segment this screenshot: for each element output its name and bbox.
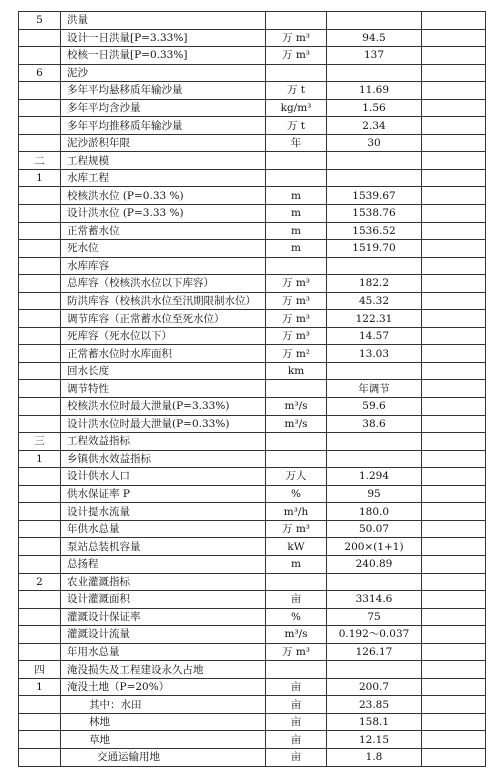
remarks-cell [422,433,486,451]
item-name-cell: 多年平均悬移质年输沙量 [61,82,266,100]
remarks-cell [422,117,486,135]
item-name-cell: 正常蓄水位时水库面积 [61,345,266,363]
value-cell: 95 [327,485,422,503]
remarks-cell [422,47,486,65]
unit-cell [266,573,327,591]
item-name-cell: 灌溉设计流量 [61,626,266,644]
remarks-cell [422,485,486,503]
table-row [19,82,486,100]
remarks-cell [422,222,486,240]
row-number-cell: 6 [19,64,61,82]
value-cell: 年调节 [327,380,422,398]
table-row [19,169,486,187]
row-number-cell [19,626,61,644]
item-name-cell: 水库工程 [61,169,266,187]
remarks-cell [422,573,486,591]
remarks-cell [422,82,486,100]
value-cell [327,433,422,451]
table-row [19,538,486,556]
unit-cell: 万 m³ [266,310,327,328]
table-row [19,362,486,380]
row-number-cell [19,520,61,538]
table-row [19,398,486,416]
value-cell [327,257,422,275]
row-number-cell [19,555,61,573]
item-name-cell: 其中：水田 [61,696,266,714]
unit-cell: m³/h [266,503,327,521]
table-row [19,591,486,609]
unit-cell: 万 m² [266,345,327,363]
table-row [19,47,486,65]
item-name-cell: 水库库容 [61,257,266,275]
remarks-cell [422,205,486,223]
value-cell: 200.7 [327,678,422,696]
item-name-cell: 死库容（死水位以下） [61,327,266,345]
table-row [19,134,486,152]
table-row [19,345,486,363]
item-name-cell: 校核洪水位时最大泄量(P=3.33%) [61,398,266,416]
remarks-cell [422,380,486,398]
unit-cell: 万 m³ [266,327,327,345]
item-name-cell: 年用水总量 [61,643,266,661]
value-cell: 1.56 [327,99,422,117]
table-row [19,468,486,486]
unit-cell: m³/s [266,398,327,416]
row-number-cell [19,134,61,152]
remarks-cell [422,696,486,714]
item-name-cell: 设计一日洪量[P=3.33%] [61,29,266,47]
row-number-cell: 二 [19,152,61,170]
remarks-cell [422,591,486,609]
item-name-cell: 泥沙 [61,64,266,82]
row-number-cell [19,327,61,345]
remarks-cell [422,678,486,696]
value-cell: 158.1 [327,713,422,731]
table-row [19,503,486,521]
unit-cell: m³/s [266,626,327,644]
row-number-cell [19,731,61,749]
value-cell [327,450,422,468]
table-row [19,678,486,696]
remarks-cell [422,29,486,47]
item-name-cell: 设计供水人口 [61,468,266,486]
value-cell: 126.17 [327,643,422,661]
value-cell: 23.85 [327,696,422,714]
table-row [19,696,486,714]
item-name-cell: 年供水总量 [61,520,266,538]
unit-cell: 万 t [266,117,327,135]
remarks-cell [422,661,486,679]
table-row [19,222,486,240]
row-number-cell [19,345,61,363]
row-number-cell [19,468,61,486]
remarks-cell [422,187,486,205]
value-cell: 200×(1+1) [327,538,422,556]
unit-cell: 亩 [266,591,327,609]
row-number-cell [19,485,61,503]
row-number-cell [19,99,61,117]
item-name-cell: 农业灌溉指标 [61,573,266,591]
table-row [19,731,486,749]
table-row [19,99,486,117]
value-cell [327,661,422,679]
table-row [19,643,486,661]
value-cell: 13.03 [327,345,422,363]
row-number-cell: 5 [19,12,61,30]
remarks-cell [422,310,486,328]
remarks-cell [422,12,486,30]
remarks-cell [422,169,486,187]
item-name-cell: 工程效益指标 [61,433,266,451]
table-row [19,573,486,591]
value-cell: 1519.70 [327,240,422,258]
value-cell: 2.34 [327,117,422,135]
unit-cell: m [266,555,327,573]
unit-cell: % [266,608,327,626]
item-name-cell: 多年平均推移质年输沙量 [61,117,266,135]
unit-cell [266,152,327,170]
value-cell: 180.0 [327,503,422,521]
table-row [19,415,486,433]
table-row [19,12,486,30]
item-name-cell: 泥沙淤积年限 [61,134,266,152]
unit-cell: 万 m³ [266,275,327,293]
unit-cell: m [266,240,327,258]
remarks-cell [422,503,486,521]
item-name-cell: 总库容（校核洪水位以下库容） [61,275,266,293]
value-cell: 14.57 [327,327,422,345]
table-row [19,433,486,451]
table-row [19,117,486,135]
table-row [19,380,486,398]
remarks-cell [422,415,486,433]
value-cell: 12.15 [327,731,422,749]
unit-cell [266,12,327,30]
remarks-cell [422,99,486,117]
table-row [19,327,486,345]
unit-cell: 万 m³ [266,29,327,47]
table-row [19,661,486,679]
table-row [19,257,486,275]
item-name-cell: 草地 [61,731,266,749]
value-cell: 94.5 [327,29,422,47]
unit-cell: 万 m³ [266,520,327,538]
item-name-cell: 总扬程 [61,555,266,573]
item-name-cell: 工程规模 [61,152,266,170]
remarks-cell [422,362,486,380]
unit-cell [266,169,327,187]
table-row [19,555,486,573]
row-number-cell: 三 [19,433,61,451]
value-cell: 30 [327,134,422,152]
value-cell [327,573,422,591]
value-cell: 50.07 [327,520,422,538]
row-number-cell: 1 [19,678,61,696]
item-name-cell: 设计灌溉面积 [61,591,266,609]
remarks-cell [422,731,486,749]
value-cell: 122.31 [327,310,422,328]
value-cell [327,169,422,187]
item-name-cell: 泵站总装机容量 [61,538,266,556]
table-row [19,520,486,538]
table-row [19,608,486,626]
row-number-cell [19,608,61,626]
item-name-cell: 供水保证率 P [61,485,266,503]
unit-cell: % [266,485,327,503]
row-number-cell [19,643,61,661]
item-name-cell: 洪量 [61,12,266,30]
table-row [19,29,486,47]
value-cell: 38.6 [327,415,422,433]
row-number-cell [19,591,61,609]
item-name-cell: 回水长度 [61,362,266,380]
row-number-cell [19,292,61,310]
remarks-cell [422,643,486,661]
item-name-cell: 设计洪水位时最大泄量(P=0.33%) [61,415,266,433]
unit-cell [266,661,327,679]
table-row [19,152,486,170]
table-row [19,450,486,468]
table-row [19,187,486,205]
row-number-cell: 1 [19,169,61,187]
table-row [19,626,486,644]
table-row [19,275,486,293]
unit-cell [266,380,327,398]
value-cell: 182.2 [327,275,422,293]
unit-cell [266,450,327,468]
unit-cell: m [266,205,327,223]
row-number-cell [19,538,61,556]
row-number-cell [19,696,61,714]
row-number-cell [19,310,61,328]
row-number-cell [19,257,61,275]
unit-cell [266,257,327,275]
remarks-cell [422,292,486,310]
value-cell: 1.294 [327,468,422,486]
remarks-cell [422,555,486,573]
table-row [19,713,486,731]
item-name-cell: 淹没土地（P=20%） [61,678,266,696]
unit-cell: 万 m³ [266,643,327,661]
item-name-cell: 校核一日洪量[P=0.33%] [61,47,266,65]
remarks-cell [422,520,486,538]
value-cell [327,152,422,170]
row-number-cell [19,117,61,135]
row-number-cell [19,380,61,398]
remarks-cell [422,327,486,345]
table-row [19,64,486,82]
value-cell: 137 [327,47,422,65]
row-number-cell [19,362,61,380]
row-number-cell: 四 [19,661,61,679]
remarks-cell [422,134,486,152]
unit-cell: 万 m³ [266,47,327,65]
item-name-cell: 防洪库容（校核洪水位至汛期限制水位） [61,292,266,310]
row-number-cell [19,187,61,205]
row-number-cell [19,415,61,433]
value-cell: 11.69 [327,82,422,100]
unit-cell: m [266,187,327,205]
table-row [19,205,486,223]
unit-cell: 亩 [266,713,327,731]
unit-cell: km [266,362,327,380]
unit-cell [266,64,327,82]
row-number-cell [19,47,61,65]
item-name-cell: 设计洪水位 (P=3.33 %) [61,205,266,223]
row-number-cell: 2 [19,573,61,591]
remarks-cell [422,275,486,293]
unit-cell: 年 [266,134,327,152]
row-number-cell [19,29,61,47]
item-name-cell: 调节库容（正常蓄水位至死水位） [61,310,266,328]
value-cell: 240.89 [327,555,422,573]
unit-cell: 亩 [266,748,327,766]
remarks-cell [422,468,486,486]
table-body [19,12,486,767]
table-row [19,485,486,503]
value-cell: 1.8 [327,748,422,766]
remarks-cell [422,345,486,363]
value-cell [327,12,422,30]
remarks-cell [422,152,486,170]
unit-cell: 亩 [266,678,327,696]
table-row [19,310,486,328]
item-name-cell: 林地 [61,713,266,731]
row-number-cell [19,713,61,731]
item-name-cell: 正常蓄水位 [61,222,266,240]
item-name-cell: 设计提水流量 [61,503,266,521]
value-cell: 0.192～0.037 [327,626,422,644]
value-cell [327,64,422,82]
table-row [19,240,486,258]
remarks-cell [422,257,486,275]
item-name-cell: 交通运输用地 [61,748,266,766]
item-name-cell: 死水位 [61,240,266,258]
unit-cell: kg/m³ [266,99,327,117]
value-cell [327,362,422,380]
unit-cell: 亩 [266,731,327,749]
value-cell: 75 [327,608,422,626]
item-name-cell: 灌溉设计保证率 [61,608,266,626]
row-number-cell [19,748,61,766]
row-number-cell [19,398,61,416]
value-cell: 1538.76 [327,205,422,223]
unit-cell [266,433,327,451]
unit-cell: 亩 [266,696,327,714]
remarks-cell [422,608,486,626]
unit-cell: kW [266,538,327,556]
unit-cell: m³/s [266,415,327,433]
value-cell: 59.6 [327,398,422,416]
row-number-cell [19,205,61,223]
engineering-spec-table [18,11,486,767]
remarks-cell [422,240,486,258]
item-name-cell: 乡镇供水效益指标 [61,450,266,468]
table-row [19,748,486,766]
unit-cell: m [266,222,327,240]
value-cell: 1539.67 [327,187,422,205]
row-number-cell [19,82,61,100]
table-row [19,292,486,310]
remarks-cell [422,626,486,644]
row-number-cell [19,240,61,258]
item-name-cell: 调节特性 [61,380,266,398]
remarks-cell [422,450,486,468]
row-number-cell [19,275,61,293]
unit-cell: 万 m³ [266,292,327,310]
remarks-cell [422,64,486,82]
value-cell: 1536.52 [327,222,422,240]
row-number-cell [19,222,61,240]
value-cell: 45.32 [327,292,422,310]
item-name-cell: 多年平均含沙量 [61,99,266,117]
unit-cell: 万 t [266,82,327,100]
value-cell: 3314.6 [327,591,422,609]
remarks-cell [422,713,486,731]
unit-cell: 万人 [266,468,327,486]
row-number-cell [19,503,61,521]
remarks-cell [422,748,486,766]
remarks-cell [422,398,486,416]
item-name-cell: 校核洪水位 (P=0.33 %) [61,187,266,205]
remarks-cell [422,538,486,556]
item-name-cell: 淹没损失及工程建设永久占地 [61,661,266,679]
row-number-cell: 1 [19,450,61,468]
